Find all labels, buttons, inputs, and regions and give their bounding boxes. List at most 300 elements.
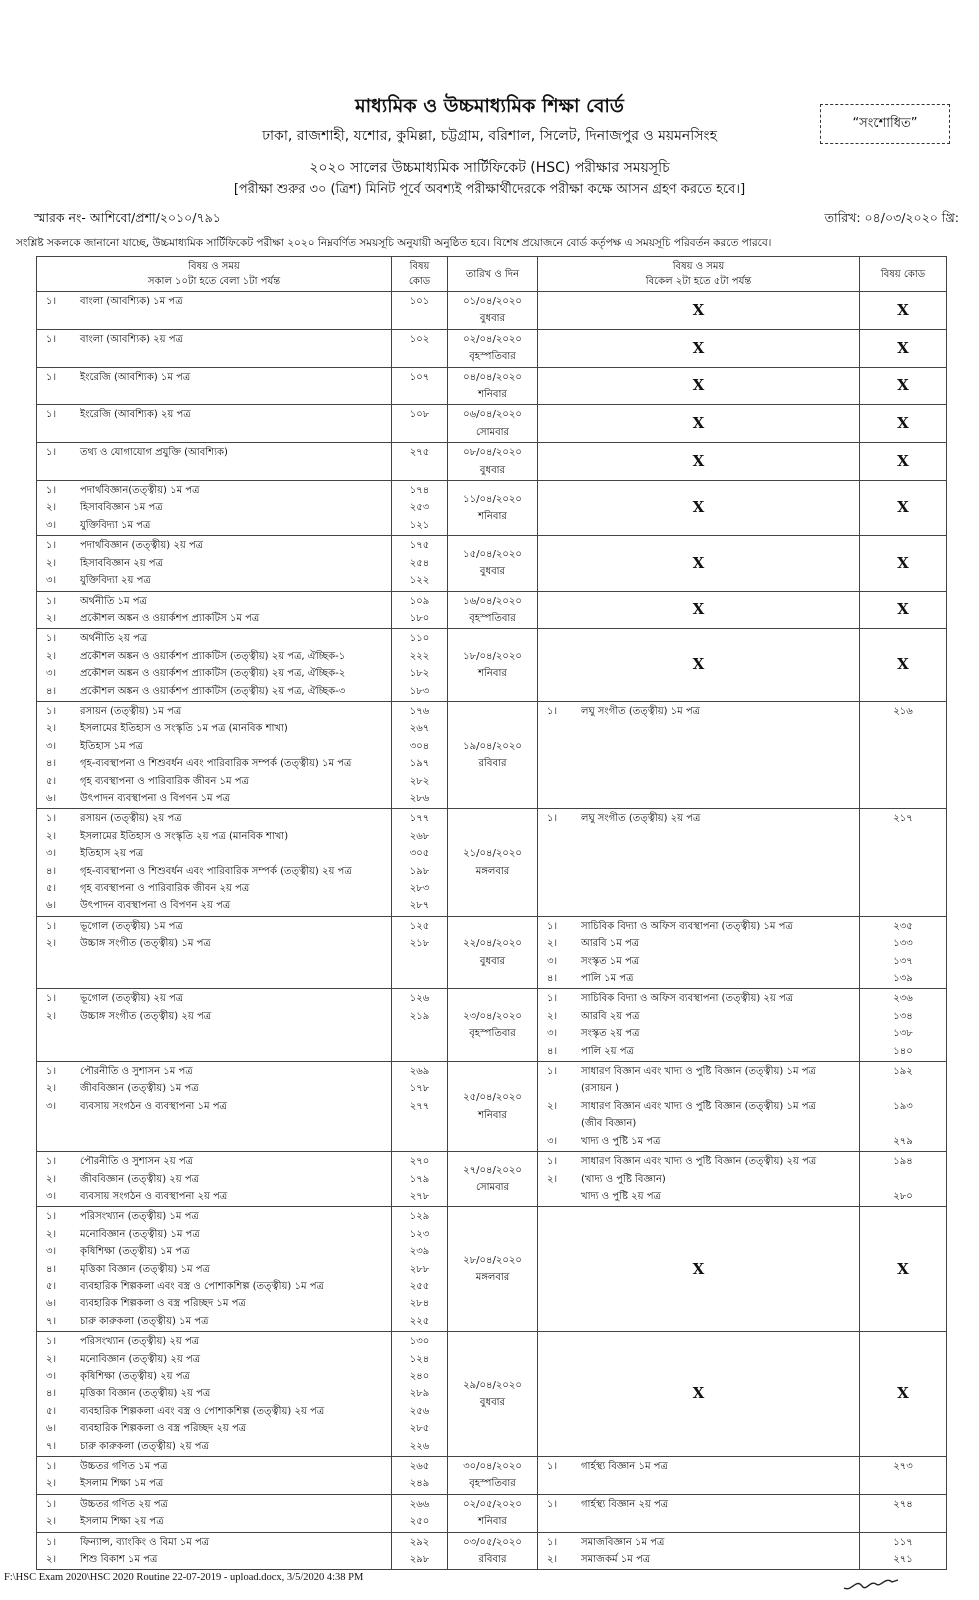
exam-day: রবিবার — [478, 758, 507, 770]
afternoon-codes — [860, 1062, 947, 1152]
exam-date: ১৬/০৪/২০২০ — [463, 595, 522, 607]
subject-line — [40, 1420, 388, 1437]
subject-name: সাধারণ বিজ্ঞান এবং খাদ্য ও পুষ্টি বিজ্ঞান (তত্ত্বীয়) ১ম পত্র — [581, 1100, 816, 1112]
item-number: ২। — [46, 830, 57, 842]
subject-line — [40, 444, 388, 461]
subject-line — [40, 665, 388, 682]
subject-name: খাদ্য ও পুষ্টি ১ম পত্র — [581, 1135, 661, 1147]
subject-line — [40, 293, 388, 310]
exam-date-day — [448, 536, 538, 591]
subject-name: লঘু সংগীত (তত্ত্বীয়) ১ম পত্র — [581, 705, 701, 717]
header-code — [392, 257, 448, 292]
subject-line — [541, 1133, 856, 1150]
afternoon-none-mark: X — [538, 1332, 860, 1457]
subject-line — [40, 630, 388, 647]
header-morning-subject — [37, 257, 392, 292]
table-row — [37, 591, 947, 629]
item-number: ১। — [46, 1066, 57, 1078]
morning-subjects — [37, 292, 392, 330]
subject-line — [40, 790, 388, 807]
exam-date-day — [448, 367, 538, 405]
exam-day: রবিবার — [478, 1554, 507, 1566]
file-path-footer: F:\HSC Exam 2020\HSC 2020 Routine 22-07-2019 - upload.docx, 3/5/2020 4:38 PM — [4, 1572, 364, 1583]
afternoon-subjects — [538, 701, 860, 808]
subject-code: ১৮২ — [409, 668, 430, 680]
subject-code: ২৯৮ — [409, 1554, 430, 1566]
subject-name: প্রকৌশল অঙ্কন ও ওয়ার্কশপ প্র্যাকটিস (তত্ত্বীয়) ২য় পত্র, ঐচ্ছিক-৩ — [80, 685, 346, 697]
subject-name: মনোবিজ্ঞান (তত্ত্বীয়) ১ম পত্র — [80, 1228, 200, 1240]
exam-day: বুধবার — [479, 1397, 506, 1409]
blank-line — [40, 1133, 388, 1150]
subject-code: ১২২ — [409, 575, 430, 587]
subject-code: ১৩৩ — [893, 938, 913, 950]
subject-line — [40, 610, 388, 627]
subject-code: ২৮৬ — [409, 792, 430, 804]
afternoon-subjects — [538, 989, 860, 1062]
table-row — [37, 1494, 947, 1532]
subject-code: ১৩৭ — [893, 955, 913, 967]
subject-name: অর্থনীতি ২য় পত্র — [80, 633, 148, 645]
subject-name: কৃষিশিক্ষা (তত্ত্বীয়) ২য় পত্র — [80, 1370, 190, 1382]
subject-name: সাধারণ বিজ্ঞান এবং খাদ্য ও পুষ্টি বিজ্ঞান (তত্ত্বীয়) ১ম পত্র — [581, 1066, 816, 1078]
subject-line — [40, 1008, 388, 1025]
table-row — [37, 481, 947, 536]
subject-name: সংস্কৃত ২য় পত্র — [581, 1028, 640, 1040]
morning-codes — [392, 367, 448, 405]
item-number: ১। — [46, 447, 57, 459]
subject-code: ১৮০ — [409, 612, 430, 624]
subject-code: ১১০ — [409, 633, 430, 645]
afternoon-none-mark: X — [538, 405, 860, 443]
subject-code: ১৩৯ — [893, 973, 913, 985]
morning-subjects — [37, 329, 392, 367]
subject-line — [541, 1115, 856, 1132]
subject-name: উচ্চতর গণিত ২য় পত্র — [80, 1498, 168, 1510]
item-number: ১। — [46, 333, 57, 345]
subject-line — [541, 1458, 856, 1475]
item-number: ৬। — [46, 1298, 57, 1310]
subject-name: গৃহ ব্যবস্থাপনা ও পারিবারিক জীবন ২য় পত্র — [80, 883, 250, 894]
item-number: ৬। — [46, 1423, 57, 1435]
exam-date: ২৫/০৪/২০২০ — [463, 1092, 522, 1104]
afternoon-subjects — [538, 1457, 860, 1495]
subject-line — [541, 1063, 856, 1080]
blank-line — [40, 1025, 388, 1042]
table-row — [37, 1532, 947, 1570]
subject-name: উৎপাদন ব্যবস্থাপনা ও বিপণন ১ম পত্র — [80, 792, 230, 804]
header-text: বিষয় কোড — [880, 268, 926, 280]
subject-line — [541, 953, 856, 970]
morning-codes — [392, 481, 448, 536]
subject-code: ২৭১ — [893, 1554, 913, 1566]
item-number: ৩। — [46, 848, 57, 860]
subject-line — [40, 1333, 388, 1350]
subject-code: ১৭৬ — [409, 705, 430, 717]
subject-line — [40, 1208, 388, 1225]
subject-line — [40, 1313, 388, 1330]
morning-subjects — [37, 916, 392, 989]
morning-subjects — [37, 1207, 392, 1332]
afternoon-codes — [860, 916, 947, 989]
subject-name: পরিসংখ্যান (তত্ত্বীয়) ১ম পত্র — [80, 1211, 199, 1223]
morning-subjects — [37, 591, 392, 629]
item-number: ৪। — [46, 758, 57, 770]
item-number: ১। — [46, 633, 57, 645]
item-number: ১। — [547, 705, 558, 717]
subject-code: ১৪০ — [893, 1045, 913, 1057]
subject-code: ২১৬ — [893, 705, 913, 717]
subject-code: ২৪০ — [409, 1370, 430, 1382]
subject-line — [40, 810, 388, 827]
subject-code: ২৫০ — [409, 1516, 430, 1528]
subject-name: লঘু সংগীত (তত্ত্বীয়) ২য় পত্র — [581, 813, 701, 825]
item-number: ১। — [547, 813, 558, 825]
subject-name: বাংলা (আবশ্যিক) ১ম পত্র — [80, 296, 183, 307]
subject-line — [541, 935, 856, 952]
header-text: বিষয় ও সময় — [188, 261, 240, 272]
item-number: ২। — [547, 1554, 558, 1566]
subject-line — [40, 1368, 388, 1385]
exam-day: বুধবার — [479, 566, 506, 578]
subject-name: রসায়ন (তত্ত্বীয়) ২য় পত্র — [80, 813, 182, 825]
item-number: ৩। — [46, 1190, 57, 1202]
subject-line — [40, 1351, 388, 1368]
subject-name: উচ্চাঙ্গ সংগীত (তত্ত্বীয়) ২য় পত্র — [80, 1010, 212, 1022]
item-number: ২। — [46, 1228, 57, 1240]
subject-name: সাচিবিক বিদ্যা ও অফিস ব্যবস্থাপনা (তত্ত্বীয়) ১ম পত্র — [581, 920, 793, 932]
subject-code: ২৮৮ — [409, 1263, 430, 1275]
morning-subjects — [37, 481, 392, 536]
subject-line — [40, 863, 388, 880]
subject-code: ২৫৩ — [409, 502, 430, 514]
subject-name: চারু কারুকলা (তত্ত্বীয়) ২য় পত্র — [80, 1440, 209, 1452]
subject-name: পরিসংখ্যান (তত্ত্বীয়) ২য় পত্র — [80, 1336, 200, 1348]
table-row — [37, 329, 947, 367]
subject-name: জীববিজ্ঞান (তত্ত্বীয়) ২য় পত্র — [80, 1173, 199, 1185]
subject-name: ফিন্যান্স, ব্যাংকিং ও বিমা ১ম পত্র — [80, 1536, 210, 1548]
exam-day: বুধবার — [479, 464, 506, 476]
morning-codes — [392, 1457, 448, 1495]
blank-line — [40, 310, 388, 327]
subject-name: উচ্চতর গণিত ১ম পত্র — [80, 1461, 168, 1472]
issue-date: তারিখ: ০৪/০৩/২০২০ খ্রি: — [824, 210, 959, 225]
subject-name: মৃত্তিকা বিজ্ঞান (তত্ত্বীয়) ১ম পত্র — [80, 1263, 210, 1275]
subject-name: (খাদ্য ও পুষ্টি বিজ্ঞান) — [581, 1173, 666, 1185]
table-row — [37, 1062, 947, 1152]
header-text: তারিখ ও দিন — [465, 268, 520, 280]
subject-code: ১৯৭ — [409, 758, 430, 770]
subject-line — [40, 845, 388, 862]
item-number: ৩। — [46, 519, 57, 531]
item-number: ৪। — [46, 1263, 57, 1275]
exam-date-day — [448, 329, 538, 367]
item-number: ১। — [46, 1498, 57, 1510]
item-number: ১। — [46, 540, 57, 552]
subject-code: ২৩৬ — [893, 993, 913, 1005]
subject-line — [541, 1080, 856, 1097]
header-text: বিষয় ও সময় — [672, 261, 725, 272]
subject-code: ১৯৩ — [893, 1100, 913, 1112]
morning-subjects — [37, 1062, 392, 1152]
blank-line — [863, 1171, 943, 1188]
subject-code: ২৭০ — [409, 1156, 430, 1168]
subject-line — [40, 703, 388, 720]
morning-subjects — [37, 367, 392, 405]
afternoon-subjects — [538, 916, 860, 989]
table-header-row — [37, 257, 947, 292]
exam-day: বৃহস্পতিবার — [469, 351, 516, 363]
subject-name: প্রকৌশল অঙ্কন ও ওয়ার্কশপ প্র্যাকটিস (তত্ত্বীয়) ২য় পত্র, ঐচ্ছিক-২ — [80, 668, 346, 680]
exam-date-day — [448, 701, 538, 808]
subject-code: ২৩৫ — [893, 920, 913, 932]
item-number: ১। — [46, 1461, 57, 1472]
item-number: ১। — [46, 595, 57, 607]
subject-code: ২৭৯ — [893, 1135, 913, 1147]
exam-date: ২১/০৪/২০২০ — [463, 848, 522, 860]
item-number: ৪। — [547, 1045, 558, 1057]
subject-code: ২৮৫ — [409, 1423, 430, 1435]
exam-date: ১৮/০৪/২০২০ — [463, 650, 522, 662]
exam-day: শনিবার — [478, 668, 507, 680]
afternoon-code-none-mark: X — [860, 1332, 947, 1457]
exam-date: ২২/০৪/২০২০ — [463, 938, 522, 950]
morning-subjects — [37, 1152, 392, 1207]
subject-code: ১২৪ — [409, 1353, 430, 1365]
exam-date-day — [448, 1062, 538, 1152]
subject-name: যুক্তিবিদ্যা ১ম পত্র — [80, 519, 151, 531]
subject-name: ব্যবহারিক শিল্পকলা এবং বস্ত্র ও পোশাকশিল্প (তত্ত্বীয়) ১ম পত্র — [80, 1280, 324, 1292]
item-number: ৪। — [46, 1388, 57, 1400]
subject-code: ৩০৪ — [409, 740, 430, 752]
subject-code: ২৭৩ — [893, 1461, 913, 1472]
afternoon-code-none-mark: X — [860, 536, 947, 591]
exam-date-day — [448, 1207, 538, 1332]
subject-line — [40, 1496, 388, 1513]
subject-code: ২৬৬ — [409, 1498, 430, 1510]
subject-line — [40, 1188, 388, 1205]
item-number: ৭। — [46, 1440, 57, 1452]
board-name: মাধ্যমিক ও উচ্চমাধ্যমিক শিক্ষা বোর্ড — [355, 95, 624, 117]
item-number: ৬। — [46, 792, 57, 804]
subject-name: পদার্থবিজ্ঞান (তত্ত্বীয়) ২য় পত্র — [80, 540, 204, 552]
item-number: ৩। — [547, 1135, 558, 1147]
subject-name: বাংলা (আবশ্যিক) ২য় পত্র — [80, 333, 183, 345]
subject-name: মনোবিজ্ঞান (তত্ত্বীয়) ২য় পত্র — [80, 1353, 201, 1365]
subject-code: ২৭৫ — [409, 447, 430, 459]
subject-line — [40, 1261, 388, 1278]
subject-line — [541, 918, 856, 935]
subject-line — [40, 1475, 388, 1492]
subject-name: ভূগোল (তত্ত্বীয়) ১ম পত্র — [80, 920, 183, 932]
afternoon-code-none-mark: X — [860, 405, 947, 443]
afternoon-code-none-mark: X — [860, 591, 947, 629]
blank-line — [40, 462, 388, 479]
subject-code: ১৭৭ — [409, 813, 430, 825]
blank-line — [40, 1043, 388, 1060]
subject-code: ২২৫ — [409, 1315, 430, 1327]
subject-name: গৃহ-ব্যবস্থাপনা ও শিশুবর্ধন এবং পারিবারিক সম্পর্ক (তত্ত্বীয়) ২য় পত্র — [80, 865, 352, 877]
exam-date-day — [448, 443, 538, 481]
afternoon-subjects — [538, 809, 860, 916]
afternoon-none-mark: X — [538, 443, 860, 481]
afternoon-none-mark: X — [538, 481, 860, 536]
subject-name: ইসলামের ইতিহাস ও সংস্কৃতি ১ম পত্র (মানবিক শাখা) — [80, 723, 288, 735]
item-number: ২। — [46, 938, 57, 950]
subject-line — [40, 482, 388, 499]
subject-line — [541, 1098, 856, 1115]
subject-name: সমাজবিজ্ঞান ১ম পত্র — [581, 1536, 665, 1548]
exam-day: বৃহস্পতিবার — [469, 1028, 516, 1040]
exam-date-day — [448, 405, 538, 443]
subject-line — [40, 828, 388, 845]
memo-number: স্মারক নং- আশিবো/প্রশা/২০১০/৭৯১ — [34, 210, 221, 225]
item-number: ১। — [547, 1461, 558, 1472]
afternoon-codes — [860, 809, 947, 916]
subject-line — [40, 369, 388, 386]
subject-line — [40, 935, 388, 952]
blank-line — [40, 953, 388, 970]
item-number: ৪। — [46, 685, 57, 697]
afternoon-codes — [860, 1457, 947, 1495]
afternoon-subjects — [538, 1494, 860, 1532]
item-number: ২। — [46, 1173, 57, 1185]
subject-name: গৃহ-ব্যবস্থাপনা ও শিশুবর্ধন এবং পারিবারিক সম্পর্ক (তত্ত্বীয়) ১ম পত্র — [80, 758, 352, 770]
subject-code: ১০৮ — [409, 409, 430, 421]
subject-line — [40, 1243, 388, 1260]
exam-date-day — [448, 1152, 538, 1207]
exam-date: ১৯/০৪/২০২০ — [463, 740, 522, 752]
exam-date-day — [448, 916, 538, 989]
item-number: ২। — [46, 1554, 57, 1566]
subject-name: শিশু বিকাশ ১ম পত্র — [80, 1554, 158, 1566]
morning-codes — [392, 1494, 448, 1532]
header-text: বিকেল ২টা হতে ৫টা পর্যন্ত — [645, 276, 752, 287]
subject-code: ১২৯ — [409, 1211, 430, 1223]
item-number: ১। — [547, 1536, 558, 1548]
item-number: ৩। — [46, 1246, 57, 1258]
item-number: ৩। — [547, 1028, 558, 1040]
morning-codes — [392, 405, 448, 443]
subject-code: ১০৭ — [409, 371, 430, 383]
item-number: ১। — [547, 1498, 558, 1510]
item-number: ১। — [46, 1156, 57, 1168]
afternoon-none-mark: X — [538, 629, 860, 702]
item-number: ২। — [46, 1010, 57, 1022]
exam-day: বুধবার — [479, 955, 506, 967]
table-row — [37, 367, 947, 405]
subject-line — [40, 755, 388, 772]
subject-line — [541, 703, 856, 720]
exam-routine-table — [36, 256, 947, 1570]
afternoon-none-mark: X — [538, 329, 860, 367]
exam-date: ২৭/০৪/২০২০ — [463, 1164, 522, 1176]
exam-date: ০২/০৫/২০২০ — [463, 1498, 522, 1510]
exam-date-day — [448, 292, 538, 330]
table-row — [37, 1152, 947, 1207]
morning-subjects — [37, 1332, 392, 1457]
subject-code: ২৮২ — [409, 775, 430, 787]
item-number: ৫। — [46, 775, 57, 787]
subject-line — [40, 738, 388, 755]
subject-name: সংস্কৃত ১ম পত্র — [581, 955, 640, 967]
subject-name: সাচিবিক বিদ্যা ও অফিস ব্যবস্থাপনা (তত্ত্বীয়) ২য় পত্র — [581, 993, 794, 1005]
subject-line — [541, 1496, 856, 1513]
subject-name: আরবি ১ম পত্র — [581, 938, 640, 950]
subject-code: ২২৬ — [409, 1440, 430, 1452]
exam-date-day — [448, 1532, 538, 1570]
item-number: ১। — [46, 485, 57, 497]
subject-code: ২১৮ — [409, 938, 430, 950]
afternoon-codes — [860, 701, 947, 808]
subject-line — [541, 1171, 856, 1188]
exam-date-day — [448, 809, 538, 916]
header-text: কোড — [408, 276, 431, 287]
item-number: ৪। — [46, 865, 57, 877]
subject-code: ২৬৮ — [409, 830, 430, 842]
blank-line — [863, 1115, 943, 1132]
item-number: ২। — [547, 938, 558, 950]
subject-name: ইতিহাস ২য় পত্র — [80, 848, 144, 860]
header-date-day — [448, 257, 538, 292]
subject-line — [40, 1171, 388, 1188]
subject-code: ২৪৯ — [409, 1478, 430, 1490]
subject-line — [40, 555, 388, 572]
exam-date-day — [448, 1494, 538, 1532]
subject-line — [40, 918, 388, 935]
subject-line — [40, 720, 388, 737]
subject-name: ব্যবহারিক শিল্পকলা এবং বস্ত্র ও পোশাকশিল্প (তত্ত্বীয়) ২য় পত্র — [80, 1405, 325, 1417]
exam-day: শনিবার — [478, 1109, 507, 1121]
item-number: ২। — [46, 723, 57, 735]
item-number: ৫। — [46, 1280, 57, 1292]
subject-code: ২৫৪ — [409, 557, 430, 569]
item-number: ২। — [547, 1100, 558, 1112]
revised-stamp: “সংশোধিত” — [820, 104, 950, 144]
morning-subjects — [37, 1457, 392, 1495]
morning-codes — [392, 629, 448, 702]
subject-line — [541, 1153, 856, 1170]
subject-code: ১০১ — [409, 296, 430, 307]
item-number: ৩। — [46, 740, 57, 752]
subject-line — [40, 537, 388, 554]
morning-codes — [392, 292, 448, 330]
item-number: ৫। — [46, 1405, 57, 1417]
item-number: ১। — [46, 813, 57, 825]
morning-codes — [392, 1152, 448, 1207]
morning-subjects — [37, 989, 392, 1062]
subject-line — [40, 1063, 388, 1080]
morning-codes — [392, 1532, 448, 1570]
morning-subjects — [37, 443, 392, 481]
item-number: ১। — [46, 1211, 57, 1223]
afternoon-subjects — [538, 1532, 860, 1570]
morning-codes — [392, 809, 448, 916]
blank-line — [40, 424, 388, 441]
subject-name: আরবি ২য় পত্র — [581, 1010, 640, 1022]
exam-day: মঙ্গলবার — [475, 1272, 510, 1284]
morning-codes — [392, 916, 448, 989]
subject-code: ১৯৮ — [409, 865, 430, 877]
exam-date: ০৮/০৪/২০২০ — [463, 447, 522, 459]
exam-day: বৃহস্পতিবার — [469, 1478, 516, 1490]
subject-code: ২৬৫ — [409, 1461, 430, 1472]
subject-line — [40, 517, 388, 534]
table-row — [37, 405, 947, 443]
afternoon-code-none-mark: X — [860, 629, 947, 702]
morning-codes — [392, 989, 448, 1062]
item-number: ১। — [46, 296, 57, 307]
subject-name: সাধারণ বিজ্ঞান এবং খাদ্য ও পুষ্টি বিজ্ঞান (তত্ত্বীয়) ২য় পত্র — [581, 1156, 817, 1168]
